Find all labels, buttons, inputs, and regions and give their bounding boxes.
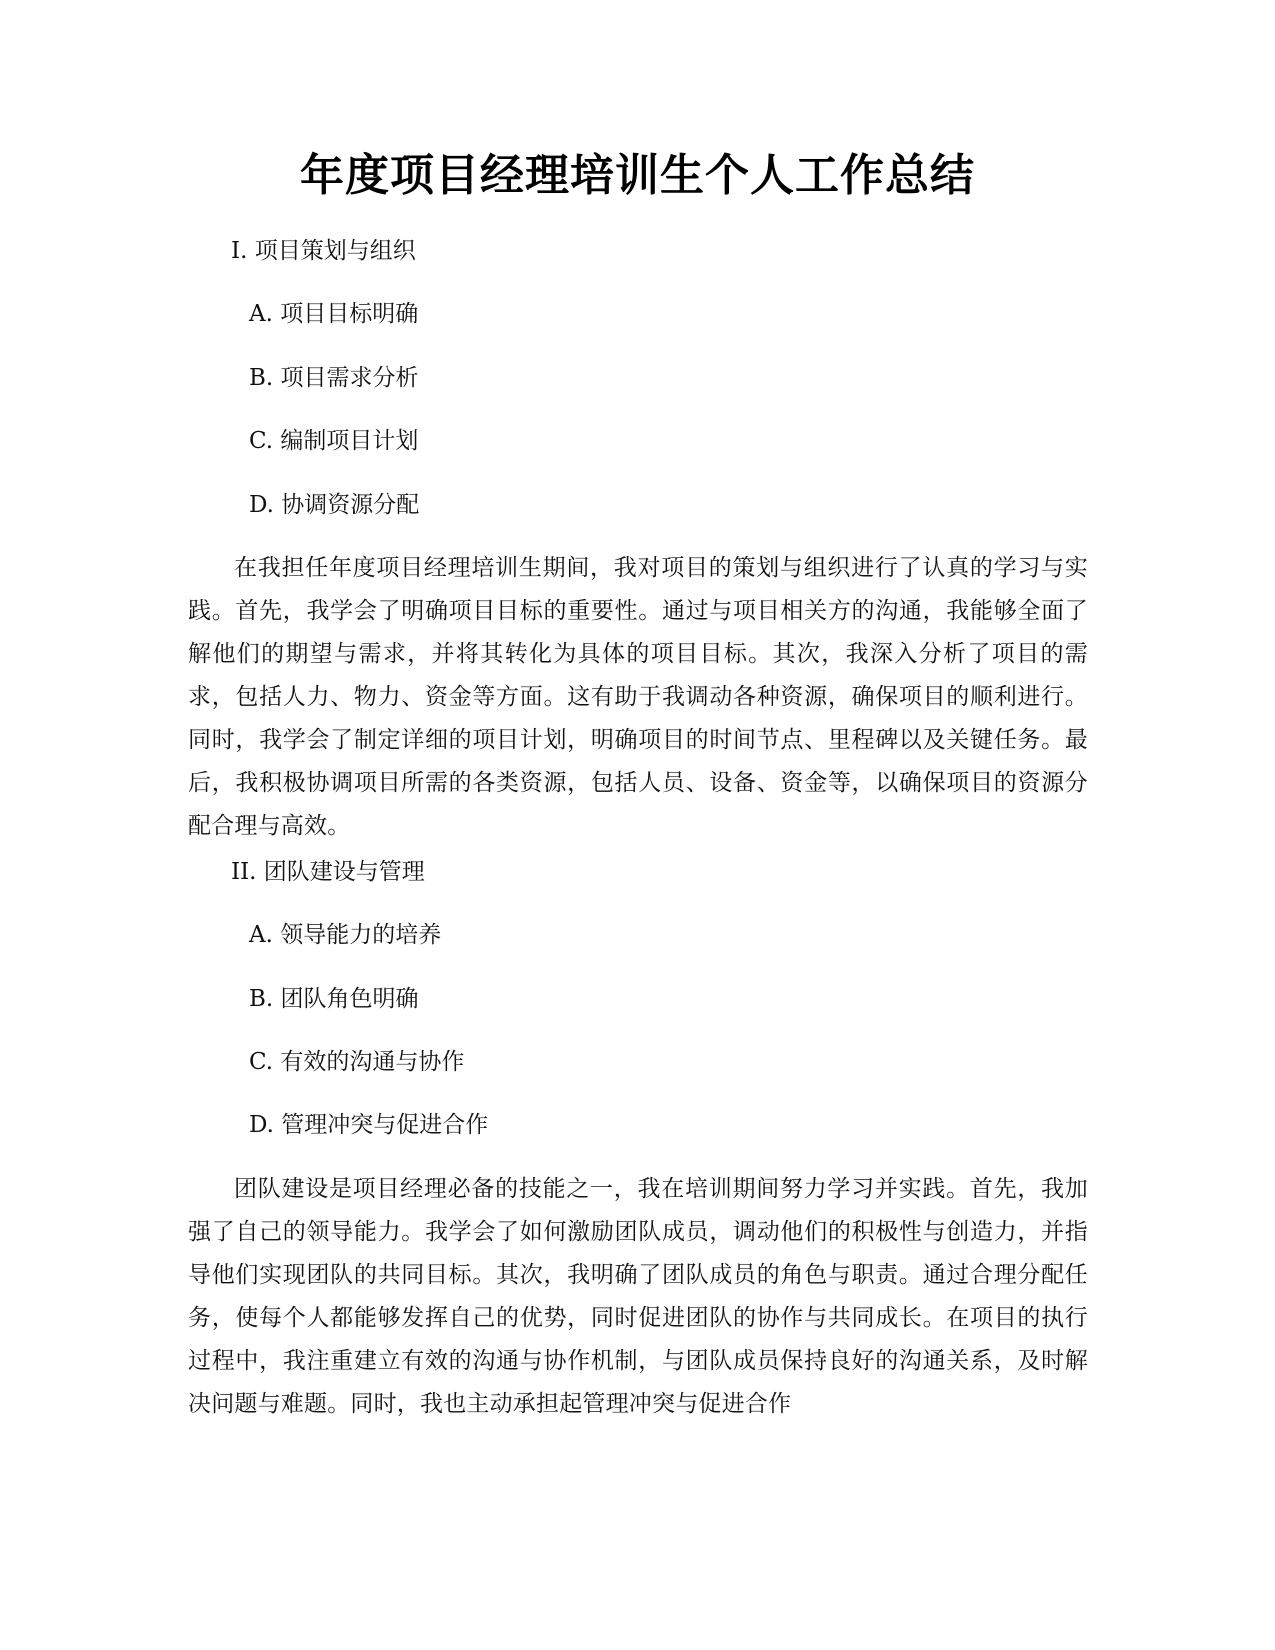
section2-item-b: B. 团队角色明确 [249, 986, 419, 1012]
section2-paragraph: 团队建设是项目经理必备的技能之一，我在培训期间努力学习并实践。首先，我加强了自己的领导能力。我学会了如何激励团队成员，调动他们的积极性与创造力，并指导他们实现团队的共同目标。其次，我明确了团队成员的角色与职责。通过合理分配任务，使每个人都能够发挥自己的优势，同时促进团队的协作与共同成长。在项目的执行过程中，我注重建立有效的沟通与协作机制，与团队成员保持良好的沟通关系，及时解决问题与难题。同时，我也主动承担起管理冲突与促进合作 [188, 1176, 1088, 1417]
section2-item-a: A. 领导能力的培养 [249, 922, 442, 948]
section1-item-a: A. 项目目标明确 [249, 301, 419, 327]
section1-item-b: B. 项目需求分析 [249, 365, 419, 391]
section2-item-d: D. 管理冲突与促进合作 [249, 1112, 489, 1138]
section2-item-c: C. 有效的沟通与协作 [249, 1049, 465, 1075]
section1-paragraph: 在我担任年度项目经理培训生期间，我对项目的策划与组织进行了认真的学习与实践。首先，我学会了明确项目目标的重要性。通过与项目相关方的沟通，我能够全面了解他们的期望与需求，并将其转化为具体的项目目标。其次，我深入分析了项目的需求，包括人力、物力、资金等方面。这有助于我调动各种资源，确保项目的顺利进行。同时，我学会了制定详细的项目计划，明确项目的时间节点、里程碑以及关键任务。最后，我积极协调项目所需的各类资源，包括人员、设备、资金等，以确保项目的资源分配合理与高效。 [188, 555, 1088, 839]
section-heading-2: II. 团队建设与管理 [231, 859, 425, 885]
section1-item-d: D. 协调资源分配 [249, 492, 420, 518]
document-title: 年度项目经理培训生个人工作总结 [300, 150, 975, 201]
section-heading-1: I. 项目策划与组织 [231, 238, 416, 264]
section1-item-c: C. 编制项目计划 [249, 428, 419, 454]
